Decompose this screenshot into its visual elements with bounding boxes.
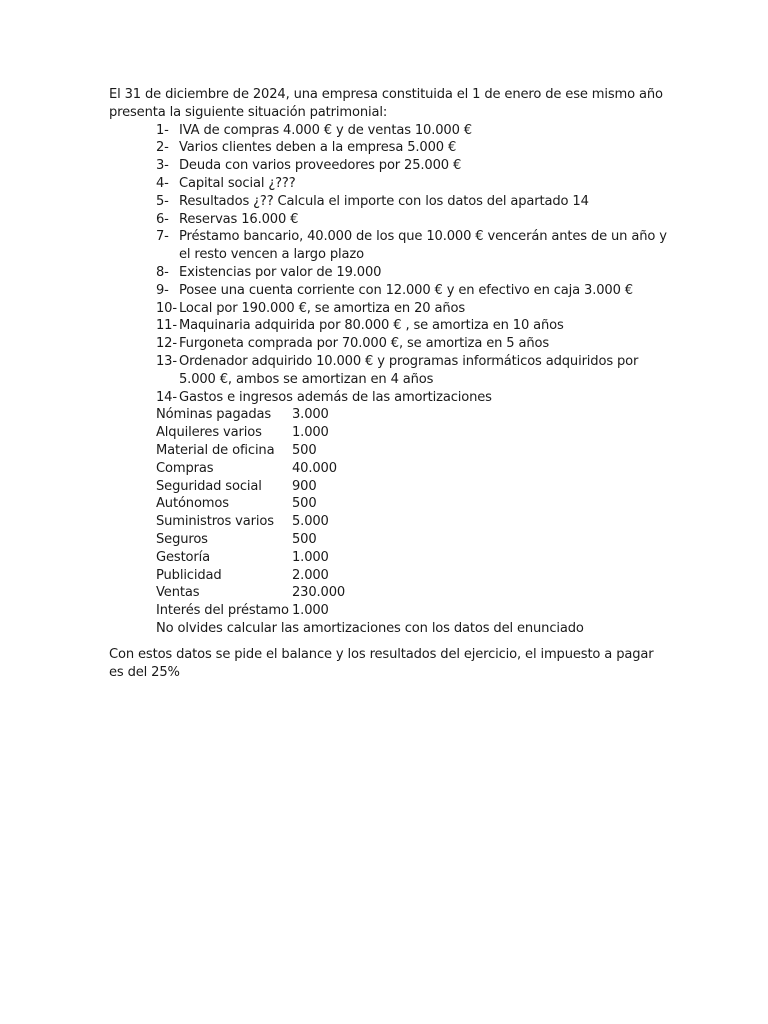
table-row <box>156 460 669 478</box>
expense-amount: 3.000 <box>292 407 329 423</box>
list-item-text: Ordenador adquirido 10.000 € y programas informáticos adquiridos por 5.000 €, ambos se amortizan en 4 años <box>179 353 639 387</box>
expense-amount: 1.000 <box>292 549 329 565</box>
expense-amount: 40.000 <box>292 460 337 476</box>
expense-name: Ventas <box>156 585 200 601</box>
expense-amount: 2.000 <box>292 567 329 583</box>
expense-amount: 500 <box>292 442 317 458</box>
list-item <box>156 139 669 157</box>
expenses-table <box>156 406 669 620</box>
list-item <box>156 157 669 175</box>
list-item <box>156 317 669 335</box>
expense-name: Nóminas pagadas <box>156 407 272 423</box>
expense-name: Suministros varios <box>156 514 274 530</box>
table-row <box>156 442 669 460</box>
list-item <box>156 228 669 264</box>
table-row <box>156 406 669 424</box>
list-item-text: Existencias por valor de 19.000 <box>179 264 382 280</box>
list-item-text: Préstamo bancario, 40.000 de los que 10.000 € vencerán antes de un año y el resto vencen a largo plazo <box>179 229 667 263</box>
expense-amount: 500 <box>292 531 317 547</box>
expense-name: Seguridad social <box>156 478 262 494</box>
list-item-text: Reservas 16.000 € <box>179 211 299 227</box>
list-item <box>156 175 669 193</box>
list-item-text: Deuda con varios proveedores por 25.000 € <box>179 158 462 174</box>
list-item <box>156 193 669 211</box>
expense-name: Alquileres varios <box>156 425 262 441</box>
list-item <box>156 211 669 229</box>
list-item-text: Posee una cuenta corriente con 12.000 € y en efectivo en caja 3.000 € <box>179 282 633 298</box>
expense-amount: 500 <box>292 496 317 512</box>
expense-amount: 900 <box>292 478 317 494</box>
list-item-text: Maquinaria adquirida por 80.000 € , se amortiza en 10 años <box>179 318 564 334</box>
list-item <box>156 122 669 140</box>
intro-line-2: presenta la siguiente situación patrimonial: <box>109 104 388 120</box>
expense-amount: 1.000 <box>292 603 329 619</box>
list-item-number: 4- <box>156 175 169 191</box>
numbered-list <box>156 122 669 407</box>
list-item-number: 3- <box>156 158 169 174</box>
list-item-number: 2- <box>156 140 169 156</box>
list-item-number: 14- <box>156 389 177 405</box>
list-item-number: 9- <box>156 282 169 298</box>
expense-amount: 1.000 <box>292 425 329 441</box>
list-item-text: Gastos e ingresos además de las amortizaciones <box>179 389 492 405</box>
document-page <box>109 86 669 681</box>
list-item-number: 7- <box>156 229 169 245</box>
list-item <box>156 300 669 318</box>
list-item <box>156 353 669 389</box>
amortization-note: No olvides calcular las amortizaciones con los datos del enunciado <box>156 620 584 636</box>
table-row <box>156 567 669 585</box>
list-item <box>156 389 669 407</box>
table-row <box>156 495 669 513</box>
list-item-text: Furgoneta comprada por 70.000 €, se amortiza en 5 años <box>179 336 550 352</box>
expense-name: Material de oficina <box>156 442 275 458</box>
expense-name: Gestoría <box>156 549 211 565</box>
list-item-number: 6- <box>156 211 169 227</box>
list-item-number: 13- <box>156 353 177 369</box>
list-item <box>156 335 669 353</box>
list-item-number: 5- <box>156 193 169 209</box>
expense-amount: 230.000 <box>292 585 346 601</box>
list-item-text: Resultados ¿?? Calcula el importe con los datos del apartado 14 <box>179 193 589 209</box>
table-row <box>156 531 669 549</box>
closing-paragraph: Con estos datos se pide el balance y los resultados del ejercicio, el impuesto a pagar es del 25% <box>109 646 654 680</box>
expense-name: Publicidad <box>156 567 222 583</box>
list-item-number: 11- <box>156 318 177 334</box>
list-item <box>156 282 669 300</box>
expense-name: Compras <box>156 460 214 476</box>
list-item-number: 8- <box>156 264 169 280</box>
list-item-text: Local por 190.000 €, se amortiza en 20 años <box>179 300 466 316</box>
expense-name: Autónomos <box>156 496 229 512</box>
list-item-text: Varios clientes deben a la empresa 5.000 € <box>179 140 457 156</box>
table-row <box>156 549 669 567</box>
table-row <box>156 478 669 496</box>
expense-name: Seguros <box>156 531 208 547</box>
list-item-text: IVA de compras 4.000 € y de ventas 10.000 € <box>179 122 472 138</box>
expense-name: Interés del préstamo <box>156 603 289 619</box>
list-item-number: 10- <box>156 300 177 316</box>
expense-amount: 5.000 <box>292 514 329 530</box>
list-item <box>156 264 669 282</box>
table-row <box>156 584 669 602</box>
list-item-number: 12- <box>156 336 177 352</box>
list-item-number: 1- <box>156 122 169 138</box>
intro-line-1: El 31 de diciembre de 2024, una empresa constituida el 1 de enero de ese mismo año <box>109 87 663 102</box>
table-row <box>156 424 669 442</box>
table-row <box>156 513 669 531</box>
table-row <box>156 602 669 620</box>
list-item-text: Capital social ¿??? <box>179 175 296 191</box>
